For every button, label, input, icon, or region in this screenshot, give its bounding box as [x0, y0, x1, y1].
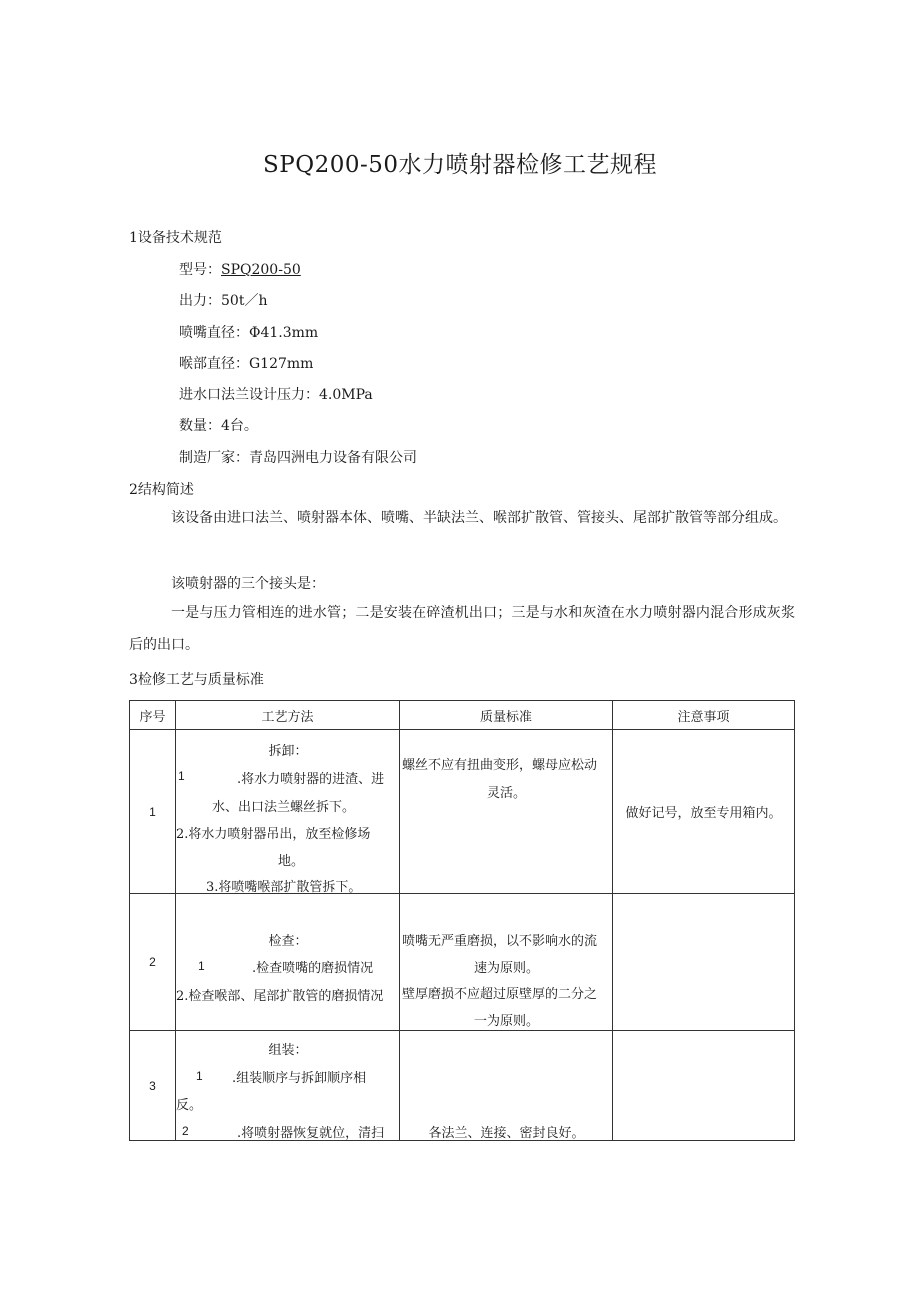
- spec-value: 青岛四洲电力设备有限公司: [249, 450, 417, 466]
- note-cell: [613, 1031, 795, 1141]
- method-cell: [176, 730, 400, 894]
- step-text: .检查喷嘴的磨损情况: [252, 961, 374, 976]
- quality-text: 喷嘴无严重磨损，以不影响水的流: [402, 934, 598, 949]
- column-header: 质量标准: [400, 701, 613, 730]
- column-header: 序号: [130, 701, 176, 730]
- quality-text: 各法兰、连接、密封良好。: [428, 1126, 585, 1141]
- method-cell: [176, 894, 400, 1031]
- spec-label: 数量：: [179, 418, 221, 434]
- method-title: 组装：: [268, 1043, 308, 1058]
- spec-model: [179, 259, 301, 279]
- column-header: 注意事项: [613, 701, 795, 730]
- quality-text: 灵活。: [486, 786, 526, 801]
- spec-value: 4.0MPa: [319, 387, 373, 403]
- table-row: [130, 730, 795, 894]
- section-3-heading: 3检修工艺与质量标准: [129, 672, 264, 688]
- spec-value: G127mm: [249, 356, 314, 372]
- note-cell: [613, 894, 795, 1031]
- spec-manufacturer: [179, 447, 417, 467]
- spec-label: 喉部直径：: [179, 356, 249, 372]
- column-header: 工艺方法: [176, 701, 400, 730]
- step-number: 1: [198, 959, 205, 973]
- spec-label: 进水口法兰设计压力：: [179, 387, 319, 403]
- spec-inlet-pressure: [179, 384, 373, 404]
- quality-text: 螺丝不应有扭曲变形，螺母应松动: [402, 758, 598, 773]
- quality-cell: [400, 1031, 613, 1141]
- structure-paragraph-3: 一是与压力管相连的进水管；二是安装在碎渣机出口；三是与水和灰渣在水力喷射器内混合形成灰浆后的出口。: [129, 605, 795, 653]
- step-text: .组装顺序与拆卸顺序相: [232, 1071, 367, 1086]
- step-text: 地。: [278, 854, 305, 869]
- table-row: [130, 1031, 795, 1141]
- spec-value: 4台。: [221, 418, 258, 434]
- spec-value: Φ41.3mm: [249, 325, 319, 341]
- step-text: .将喷射器恢复就位，清扫: [237, 1126, 385, 1141]
- section-1-heading: 1设备技术规范: [129, 230, 222, 246]
- spec-label: 型号：: [179, 262, 221, 278]
- page-title: SPQ200-50水力喷射器检修工艺规程: [262, 152, 658, 178]
- spec-throat-diameter: [179, 353, 313, 373]
- spec-label: 喷嘴直径：: [179, 325, 249, 341]
- step-number: 1: [178, 769, 185, 783]
- quality-cell: [400, 730, 613, 894]
- step-number: 2: [182, 1124, 189, 1138]
- step-number: 1: [196, 1069, 203, 1083]
- row-number: 3: [130, 1031, 176, 1141]
- structure-paragraph-1: 该设备由进口法兰、喷射器本体、喷嘴、半缺法兰、喉部扩散管、管接头、尾部扩散管等部分组成。: [171, 510, 787, 526]
- table-header-row: [130, 701, 795, 730]
- spec-output: [179, 290, 267, 310]
- quality-text: 速为原则。: [473, 961, 539, 976]
- spec-label: 出力：: [179, 293, 221, 309]
- row-number: 1: [130, 730, 176, 894]
- table-row: [130, 894, 795, 1031]
- step-text: 2.检查喉部、尾部扩散管的磨损情况: [176, 989, 384, 1004]
- spec-label: 制造厂家：: [179, 450, 249, 466]
- section-2-heading: 2结构简述: [129, 482, 194, 498]
- maintenance-table: [129, 700, 795, 1141]
- step-text: 反。: [176, 1098, 203, 1113]
- step-text: .将水力喷射器的进渣、进: [237, 772, 385, 787]
- step-text: 3.将喷嘴喉部扩散管拆下。: [206, 880, 362, 895]
- quality-text: 一为原则。: [473, 1014, 539, 1029]
- quality-text: 壁厚磨损不应超过原壁厚的二分之: [402, 987, 598, 1002]
- spec-quantity: [179, 415, 258, 435]
- method-title: 拆卸：: [268, 744, 308, 759]
- spec-value: SPQ200-50: [221, 262, 301, 278]
- spec-nozzle-diameter: [179, 322, 318, 342]
- method-title: 检查：: [268, 934, 308, 949]
- structure-paragraph-2: 该喷射器的三个接头是：: [171, 576, 325, 592]
- method-cell: [176, 1031, 400, 1141]
- step-text: 2.将水力喷射器吊出，放至检修场: [176, 827, 371, 842]
- note-cell: 做好记号，放至专用箱内。: [613, 730, 795, 894]
- step-text: 水、出口法兰螺丝拆下。: [212, 800, 356, 815]
- row-number: 2: [130, 894, 176, 1031]
- quality-cell: [400, 894, 613, 1031]
- spec-value: 50t／h: [221, 293, 268, 309]
